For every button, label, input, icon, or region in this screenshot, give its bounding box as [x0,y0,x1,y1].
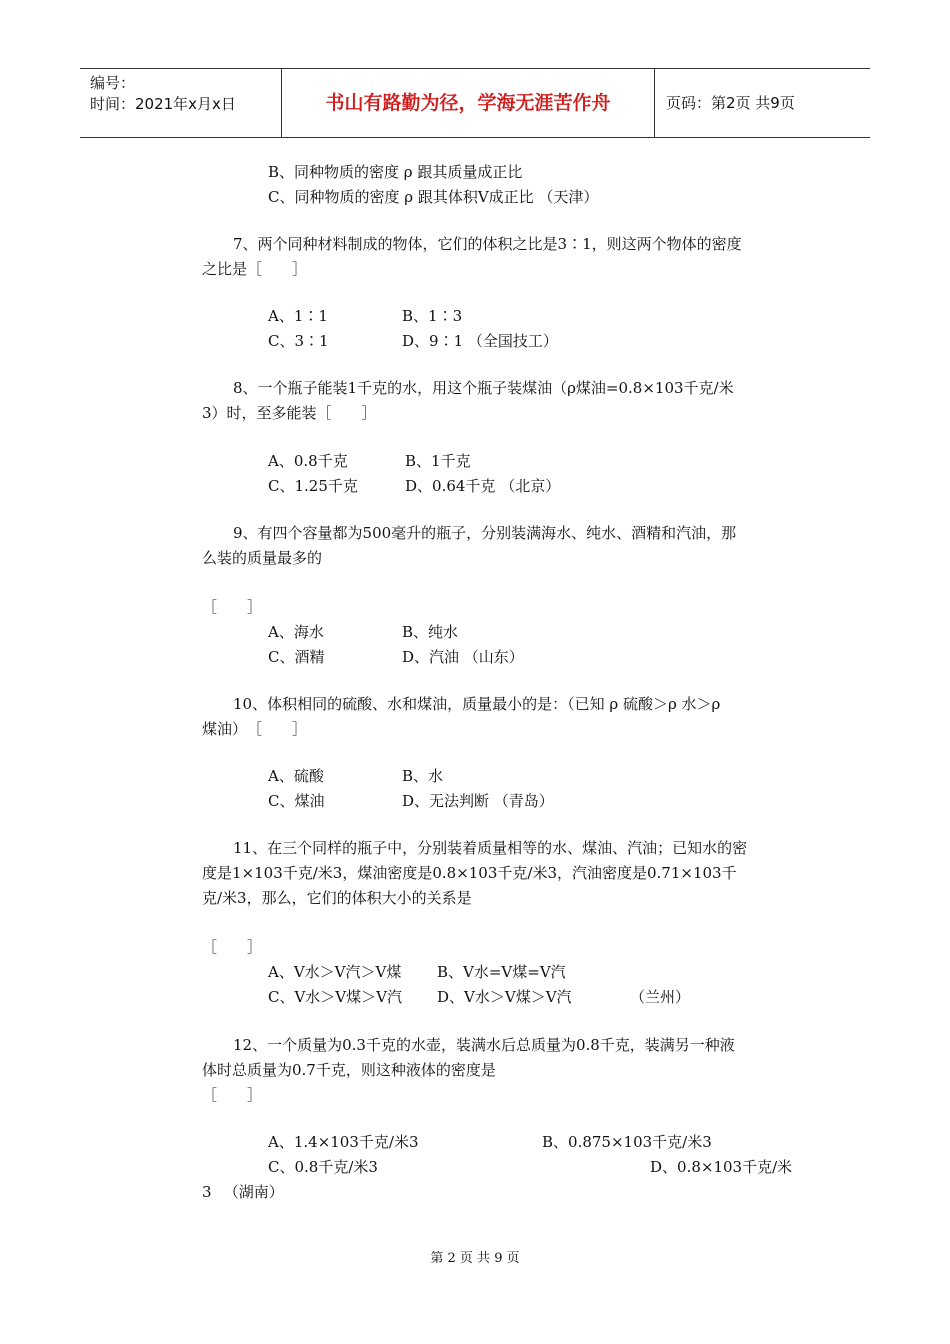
q12-option-c: C、0.8千克/米3 [268,1158,378,1176]
q10-stem-cont: 煤油） ［ ］ [202,720,308,738]
q12-stem-cont: 体时总质量为0.7千克，则这种液体的密度是 [202,1061,496,1079]
document-time-label: 时间：2021年x月x日 [90,95,236,113]
q7-option-c: C、3∶1 [268,332,329,350]
q11-stem-cont: 度是1×103千克/米3，煤油密度是0.8×103千克/米3，汽油密度是0.71×103千 [202,864,737,882]
q9-answer-bracket: ［ ］ [202,598,263,616]
q9-option-a: A、海水 [268,623,324,641]
q8-option-c: C、1.25千克 [268,477,358,495]
q12-option-d-wrap: 3 （湖南） [202,1183,284,1201]
q11-source: （兰州） [630,988,691,1006]
q11-stem: 11、在三个同样的瓶子中，分别装着质量相等的水、煤油、汽油；已知水的密 [233,839,748,857]
q12-option-b: B、0.875×103千克/米3 [542,1133,712,1151]
q10-option-c: C、煤油 [268,792,325,810]
q6-option-b: B、同种物质的密度 ρ 跟其质量成正比 [268,163,523,181]
q8-option-d: D、0.64千克 （北京） [405,477,561,495]
document-number-label: 编号： [90,74,136,92]
header-divider [654,69,655,137]
q7-stem: 7、两个同种材料制成的物体，它们的体积之比是3∶1，则这两个物体的密度 [233,235,742,253]
page-header [80,68,870,138]
q7-option-a: A、1∶1 [268,307,328,325]
q11-answer-bracket: ［ ］ [202,938,263,956]
q7-option-b: B、1∶3 [402,307,463,325]
q10-option-b: B、水 [402,767,444,785]
q9-stem: 9、有四个容量都为500毫升的瓶子，分别装满海水、纯水、酒精和汽油，那 [233,524,737,542]
q10-stem: 10、体积相同的硫酸、水和煤油，质量最小的是：（已知 ρ 硫酸＞ρ 水＞ρ [233,695,721,713]
q11-option-d: D、V水＞V煤＞V汽 [437,988,572,1006]
q8-option-b: B、1千克 [405,452,471,470]
q11-option-c: C、V水＞V煤＞V汽 [268,988,402,1006]
q8-stem: 8、一个瓶子能装1千克的水，用这个瓶子装煤油（ρ煤油=0.8×103千克/米 [233,379,734,397]
q11-option-a: A、V水＞V汽＞V煤 [268,963,402,981]
q9-stem-cont: 么装的质量最多的 [202,549,323,567]
header-left [90,73,236,115]
q12-answer-bracket: ［ ］ [202,1086,263,1104]
q7-option-d: D、9∶1 （全国技工） [402,332,558,350]
q12-option-a: A、1.4×103千克/米3 [268,1133,419,1151]
page-footer: 第 2 页 共 9 页 [430,1251,520,1266]
q12-stem: 12、一个质量为0.3千克的水壶，装满水后总质量为0.8千克，装满另一种液 [233,1036,735,1054]
q6-option-c: C、同种物质的密度 ρ 跟其体积V成正比 （天津） [268,188,599,206]
q11-stem-cont-2: 克/米3，那么，它们的体积大小的关系是 [202,889,472,907]
q8-stem-cont: 3）时，至多能装［ ］ [202,404,377,422]
header-motto: 书山有路勤为径，学海无涯苦作舟 [325,92,611,114]
q12-option-d: D、0.8×103千克/米 [650,1158,793,1176]
q10-option-a: A、硫酸 [268,767,324,785]
q11-option-b: B、V水=V煤=V汽 [437,963,566,981]
q9-option-d: D、汽油 （山东） [402,648,524,666]
q9-option-c: C、酒精 [268,648,325,666]
q8-option-a: A、0.8千克 [268,452,348,470]
q9-option-b: B、纯水 [402,623,459,641]
q7-stem-cont: 之比是［ ］ [202,260,308,278]
q10-option-d: D、无法判断 （青岛） [402,792,554,810]
header-page-number: 页码：第2页 共9页 [666,94,795,112]
